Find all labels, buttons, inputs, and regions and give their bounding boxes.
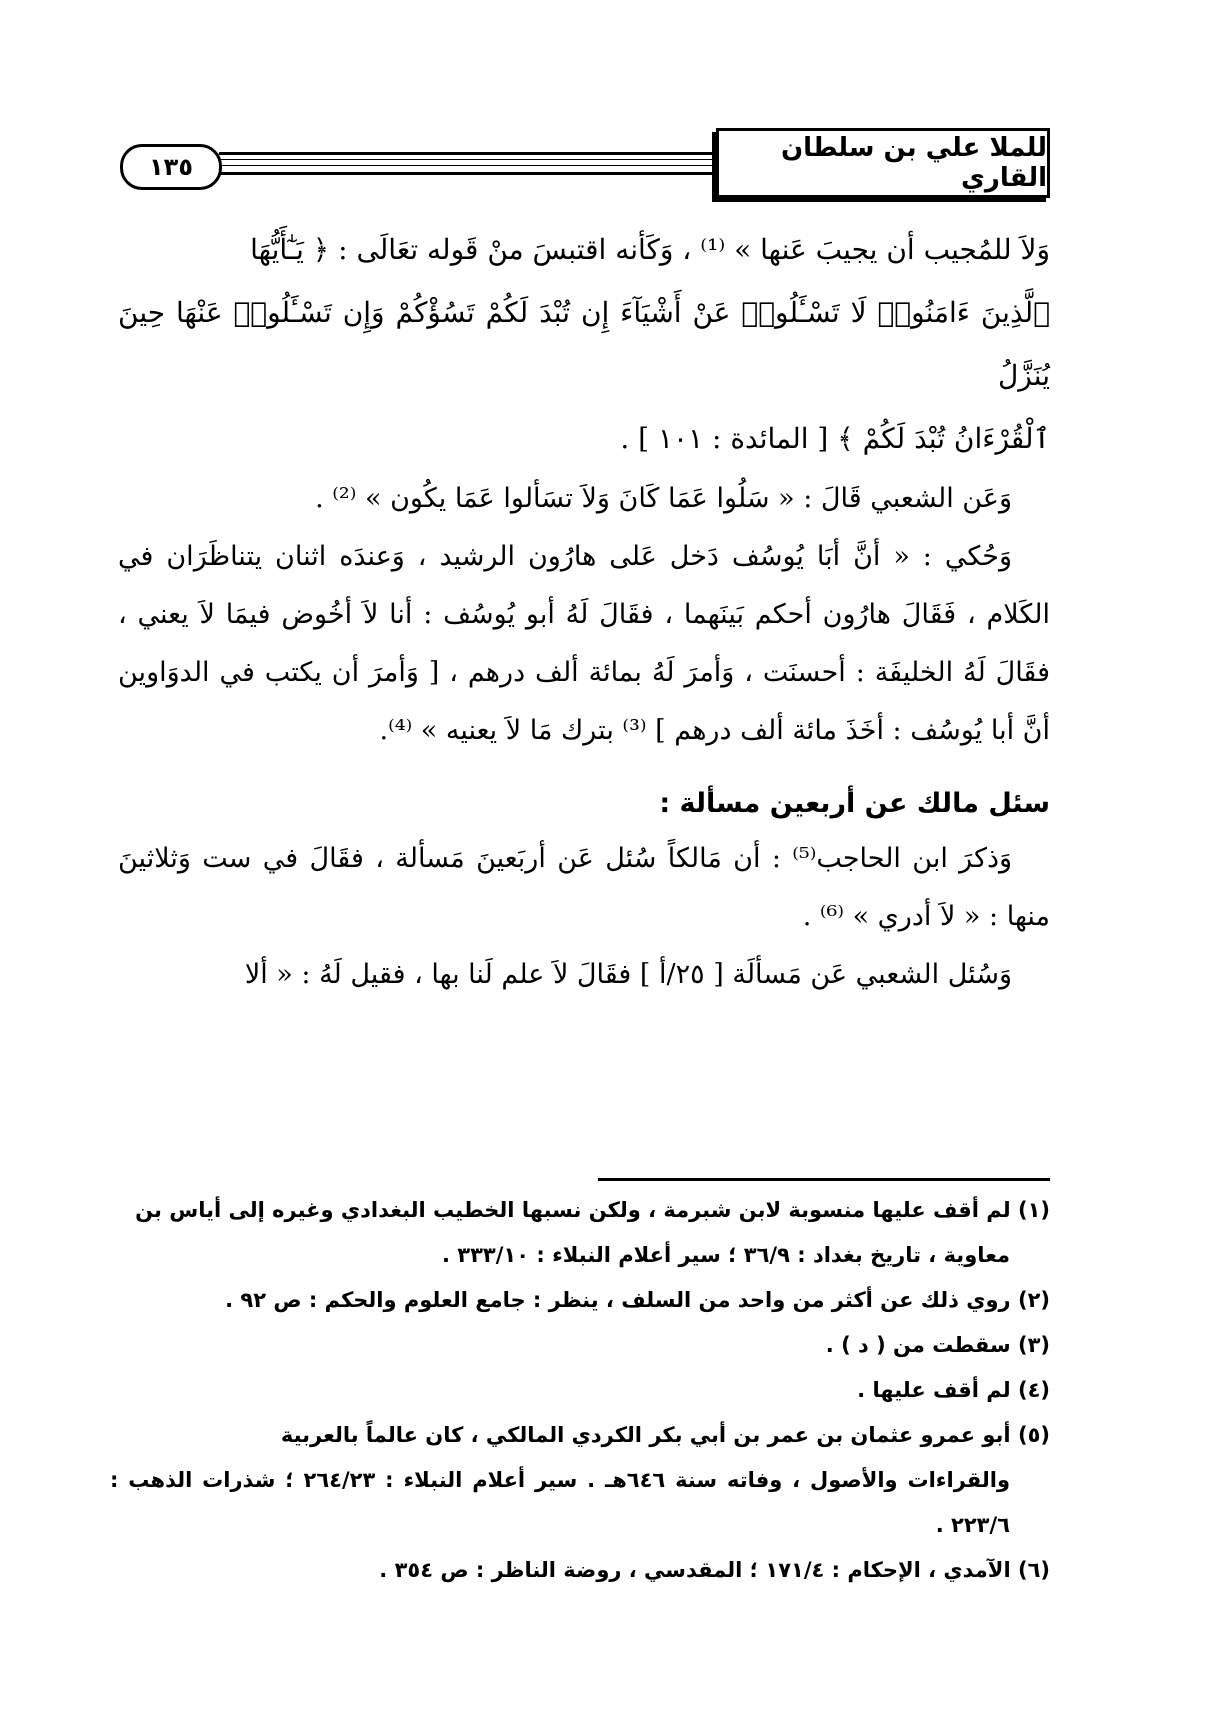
footnote-separator: [598, 1178, 1050, 1181]
running-title-box: [716, 128, 1050, 198]
paragraph: وَسُئل الشعبي عَن مَسألَة [ ٢٥/أ ] فقَالَ لاَ علم لَنا بها ، فقيل لَهُ : « ألا: [244, 959, 1012, 990]
footnote-number: (٢): [1017, 1288, 1050, 1312]
footnote-6: [110, 1548, 1050, 1593]
footnote-text: لم أقف عليها منسوبة لابن شبرمة ، ولكن نسبها الخطيب البغدادي وغيره إلى أياس بن: [135, 1198, 1011, 1222]
footnote-2: [110, 1278, 1050, 1323]
footnote-text: الآمدي ، الإحكام : ١٧١/٤ ؛ المقدسي ، روضة الناظر : ص ٣٥٤ .: [379, 1558, 1011, 1582]
quran-verse-line: ٱلْقُرْءَانُ تُبْدَ لَكُمْ ﴾ [ المائدة : ١٠١ ] .: [620, 422, 1050, 455]
footnote-text: روي ذلك عن أكثر من واحد من السلف ، ينظر : جامع العلوم والحكم : ص ٩٢ .: [225, 1288, 1011, 1312]
footnote-number: (١): [1017, 1198, 1050, 1222]
footnote-number: (٦): [1017, 1558, 1050, 1582]
footnote-1: [110, 1188, 1050, 1278]
main-text: [118, 218, 1050, 760]
footnote-text: سقطت من ( د ) .: [825, 1333, 1011, 1357]
footnote-number: (٤): [1017, 1378, 1050, 1402]
paragraph-line: وَلاَ للمُجيب أن يجيبَ عَنها » ⁽¹⁾ ، وَكَأنه اقتبسَ منْ قَوله تعَالَى : ﴿ يَـٰٓأَيُّهَا: [250, 233, 1050, 266]
paragraph: وَذكرَ ابن الحاجب⁽⁵⁾ : أن مَالكاً سُئل عَن أربَعينَ مَسألة ، فقَالَ في ست وَثلاثينَ منها : « لاَ أدري » ⁽⁶⁾ .: [118, 843, 1050, 932]
footnote-3: [110, 1323, 1050, 1368]
running-title: للملا علي بن سلطان القاري: [780, 133, 1047, 193]
section-text: [118, 830, 1050, 1004]
paragraph: وَحُكي : « أنَّ أبَا يُوسُف دَخل عَلى هارُون الرشيد ، وَعندَه اثنان يتناظَرَان في الكَلام ، فَقَالَ هارُون أحكم بَينَهما ، فقَالَ لَهُ أبو يُوسُف : أنا لاَ أخُوض فيمَا لاَ يعني ، فقَالَ لَهُ الخليفَة : أحسنَت ، وَأمرَ لَهُ بمائة ألف درهم ، [ وَأمرَ أن يكتب في الدوَاوين أنَّ أبا يُوسُف : أخَذَ مائة ألف درهم ] ⁽³⁾ بترك مَا لاَ يعنيه » ⁽⁴⁾.: [118, 541, 1050, 746]
page-header: [120, 128, 1050, 200]
footnote-text: لم أقف عليها .: [857, 1378, 1011, 1402]
footnote-number: (٣): [1017, 1333, 1050, 1357]
footnotes: [110, 1188, 1050, 1593]
footnote-text: أبو عمرو عثمان بن عمر بن أبي بكر الكردي المالكي ، كان عالماً بالعربية: [280, 1423, 1011, 1447]
page-number: ١٣٥: [120, 144, 222, 190]
footnote-text-cont: معاوية ، تاريخ بغداد : ٣٦/٩ ؛ سير أعلام النبلاء : ٣٣٣/١٠ .: [441, 1243, 1010, 1267]
footnote-5: [110, 1413, 1050, 1548]
header-rule: [219, 152, 720, 178]
section-heading: سئل مالك عن أربعين مسألة :: [659, 788, 1050, 819]
footnote-4: [110, 1368, 1050, 1413]
footnote-text-cont: والقراءات والأصول ، وفاته سنة ٦٤٦هـ . سير أعلام النبلاء : ٢٦٤/٢٣ ؛ شذرات الذهب : ٢٢٣/٦ .: [110, 1468, 1011, 1537]
quran-verse-line: ٱلَّذِينَ ءَامَنُوا۟ لَا تَسْـَٔلُوا۟ عَنْ أَشْيَآءَ إِن تُبْدَ لَكُمْ تَسُؤْكُمْ وَإِن تَسْـَٔلُوا۟ عَنْهَا حِينَ يُنَزَّلُ: [118, 296, 1050, 392]
footnote-number: (٥): [1017, 1423, 1050, 1447]
paragraph: وَعَن الشعبي قَالَ : « سَلُوا عَمَا كَانَ وَلاَ تسَألوا عَمَا يكُون » ⁽²⁾ .: [315, 483, 1012, 514]
